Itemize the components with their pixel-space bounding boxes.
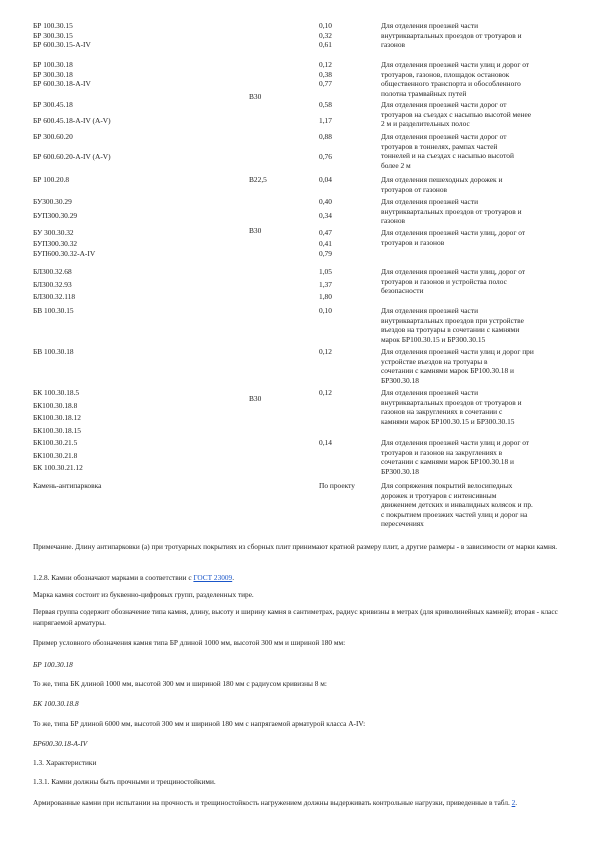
purpose-cell	[381, 347, 567, 385]
table-link[interactable]: 2	[511, 798, 516, 807]
code-cell	[33, 347, 243, 357]
stone-code: БУ 300.30.32	[33, 228, 74, 237]
purpose-line: камнями марок БР100.30.15 и БР300.30.15	[381, 416, 515, 426]
code-cell	[33, 388, 243, 435]
volume-cell	[319, 197, 332, 220]
example-code: БР 100.30.18	[33, 660, 73, 669]
volume-value: 0,41	[319, 238, 332, 248]
volume-value: 0,34	[319, 210, 332, 220]
volume-value: 0,76	[319, 151, 332, 161]
stone-code: БР 300.45.18	[33, 100, 73, 109]
purpose-line: 2 м и разделительных полос	[381, 119, 470, 129]
purpose-line: газонов	[381, 40, 406, 50]
volume-cell	[319, 60, 332, 89]
code-cell	[33, 438, 243, 473]
stone-code: БЛ300.32.93	[33, 279, 72, 289]
paragraph-text: .	[515, 798, 518, 807]
purpose-cell	[381, 481, 567, 529]
purpose-line: тротуаров в тоннелях, рампах частей	[381, 141, 498, 151]
purpose-cell	[381, 175, 567, 194]
purpose-line: сочетании с камнями марок БР100.30.18 и	[381, 366, 514, 376]
stone-code: БР 600.45.18-A-IV (A-V)	[33, 115, 111, 125]
purpose-line: устройстве въездов на тротуары в	[381, 356, 488, 366]
purpose-line: тротуаров и газонов	[381, 237, 445, 247]
purpose-line: тротуаров на съездах с насыпью высотой менее	[381, 109, 532, 119]
stone-code: БЛ300.32.118	[33, 292, 76, 302]
purpose-cell	[381, 306, 567, 344]
purpose-line: с покрытием проезжих частей улиц и дорог на	[381, 509, 528, 519]
code-cell	[33, 197, 243, 220]
stone-code: БВ 100.30.15	[33, 306, 74, 315]
stone-code: БР 300.30.15	[33, 30, 73, 40]
paragraph-text: 1.2.8. Камни обозначают марками в соответствии с	[33, 573, 194, 582]
example-code: БР600.30.18-A-IV	[33, 739, 88, 748]
purpose-line: Для отделения проезжей части улиц и дорог от	[381, 438, 530, 447]
purpose-line: тротуаров и газонов на закруглениях в	[381, 447, 503, 457]
purpose-line: тротуаров, газонов, площадок остановок	[381, 69, 510, 79]
volume-value: 0,77	[319, 79, 332, 89]
volume-value: 0,32	[319, 30, 332, 40]
purpose-line: внутриквартальных проездов от тротуаров и	[381, 206, 522, 216]
purpose-line: Для отделения пешеходных дорожек и	[381, 175, 503, 184]
purpose-cell	[381, 438, 567, 476]
purpose-cell	[381, 267, 567, 296]
volume-value: 0,58	[319, 100, 332, 109]
purpose-line: газонов	[381, 216, 406, 226]
stone-code: Камень-антипарковка	[33, 481, 102, 490]
purpose-line: тротуаров и газонов и устройства полос	[381, 276, 507, 286]
volume-value: 0,04	[319, 175, 332, 184]
purpose-line: газонов на закруглениях в сочетании с	[381, 407, 503, 417]
stone-code: БР 100.20.8	[33, 175, 70, 184]
stone-code: БК100.30.18.12	[33, 413, 81, 423]
paragraph: 1.3.1. Камни должны быть прочными и трещиностойкими.	[33, 777, 216, 786]
purpose-line: Для отделения проезжей части улиц, дорог от	[381, 267, 526, 276]
code-cell	[33, 267, 243, 302]
purpose-line: внутриквартальных проездов при устройстве	[381, 315, 524, 325]
code-cell	[33, 175, 243, 185]
stone-code: БР 600.30.18-A-IV	[33, 79, 91, 89]
purpose-line: дорожек и тротуаров с интенсивным	[381, 490, 497, 500]
volume-value: 0,61	[319, 40, 332, 50]
stone-code: БК100.30.21.5	[33, 438, 78, 447]
gost-link[interactable]: ГОСТ 23009	[193, 573, 233, 582]
purpose-line: Для сопряжения покрытий велосипедных	[381, 481, 513, 490]
volume-cell	[319, 306, 332, 316]
volume-cell	[319, 100, 332, 125]
code-cell	[33, 306, 243, 316]
volume-value: 0,38	[319, 69, 332, 79]
code-cell	[33, 132, 243, 161]
stone-code: БВ 100.30.18	[33, 347, 74, 356]
volume-value: 0,79	[319, 249, 332, 259]
volume-value: 0,40	[319, 197, 332, 206]
volume-value: 0,88	[319, 132, 332, 141]
volume-cell	[319, 21, 332, 50]
volume-cell	[319, 132, 332, 161]
volume-cell	[319, 175, 332, 185]
volume-value: 0,10	[319, 21, 332, 30]
purpose-line: движением детских и инвалидных колясок и пр.	[381, 500, 533, 510]
stone-code: БУ300.30.29	[33, 197, 72, 206]
volume-value: По проекту	[319, 481, 355, 490]
paragraph: То же, типа БР длиной 6000 мм, высотой 300 мм и шириной 180 мм с напрягаемой арматурой класса A-IV:	[33, 719, 366, 728]
volume-value: 0,12	[319, 347, 332, 356]
code-cell	[33, 100, 243, 125]
paragraph-1-2-8	[33, 572, 563, 583]
paragraph	[33, 797, 563, 808]
volume-cell	[319, 228, 332, 259]
paragraph: Марка камня состоит из буквенно-цифровых групп, разделенных тире.	[33, 590, 254, 599]
stone-code: БУП300.30.32	[33, 238, 78, 248]
note-paragraph: Примечание. Длину антипарковки (а) при тротуарных покрытиях из сборных плит принимают кратной размеру плит, а другие размеры - в зависимости от марки камня.	[33, 542, 558, 551]
stone-code: БУП300.30.29	[33, 210, 78, 220]
purpose-line: внутриквартальных проездов от тротуаров и	[381, 30, 522, 40]
paragraph: Первая группа содержит обозначение типа камня, длину, высоту и ширину камня в сантиметрах, радиус кривизны в метрах (для криволинейных камней); вторая - класс напрягаемой арматуры.	[33, 607, 558, 627]
stone-code: БУП600.30.32-A-IV	[33, 249, 96, 259]
volume-cell	[319, 481, 355, 491]
volume-value: 0,14	[319, 438, 332, 447]
volume-value: 1,05	[319, 267, 332, 276]
purpose-line: марок БР100.30.15 и БР300.30.15	[381, 334, 486, 344]
purpose-line: тротуаров от газонов	[381, 184, 448, 194]
volume-cell	[319, 438, 332, 448]
code-cell	[33, 228, 243, 259]
purpose-line: въездов на тротуары в сочетании с камнями	[381, 325, 520, 335]
purpose-line: Для отделения проезжей части	[381, 21, 479, 30]
volume-value: 1,80	[319, 292, 332, 302]
purpose-line: Для отделения проезжей части	[381, 306, 479, 315]
paragraph: Пример условного обозначения камня типа БР длиной 1000 мм, высотой 300 мм и шириной 180 мм:	[33, 638, 346, 647]
section-heading: 1.3. Характеристики	[33, 758, 97, 767]
document-page: БР 100.30.15 БР 300.30.15 БР 600.30.15-A-IV 0,10 0,32 0,61 Для отделения проезжей части внутриквартальных проездов от тротуаров и газонов БР 100.30.18 БР 300.30.18 БР 600.30.18-A-IV 0,12 0,38 0,77 Для отделения проезжей части улиц и дорог от тротуаров, газонов, площадок остановок общественного транспорта и обособленного полотна трамвайных путей БР 300.45.18 БР 600.45.18-A-IV (A-V) 0,58 1,17 Для отделения проезжей части дорог от тротуаров на съездах с насыпью высотой менее 2 м и разделительных полос БР 300.60.20 БР 600.60.20-A-IV (A-V) 0,88 0,76 Для отделения проезжей части дорог от тротуаров в тоннелях, рампах частей тоннелей и на съездах с насыпью высотой более 2 м БР 100.20.8 0,04 Для отделения пешеходных дорожек и тротуаров от газонов БУ300.30.29 БУП300.30.29 0,40 0,34 Для отделения проезжей части внутриквартальных проездов от тротуаров и газонов БУ 300.30.32 БУП300.30.32 БУП600.30.32-A-IV 0,47 0,41 0,79 Для отделения проезжей части улиц, дорог от тротуаров и газонов БЛ300.32.68 БЛ300.32.93 БЛ300.32.118 1,05 1,37 1,80 Для отделения проезжей части улиц, дорог от тротуаров и газонов и устройства полос безопасности БВ 100.30.15 0,10 Для отделения проезжей части внутриквартальных проездов при устройстве въездов на тротуары в сочетании с камнями марок БР100.30.15 и БР300.30.15 БВ 100.30.18 0,12 Для отделения проезжей части улиц и дорог при устройстве въездов на тротуары в сочетании с камнями марок БР100.30.18 и БР300.30.18 БК 100.30.18.5 БК100.30.18.8 БК100.30.18.12 БК100.30.18.15 0,12 Для отделения проезжей части внутриквартальных проездов от тротуаров и газонов на закруглениях в сочетании с камнями марок БР100.30.15 и БР300.30.15 БК100.30.21.5 БК100.30.21.8 БК 100.30.21.12 0,14 Для отделения проезжей части улиц и дорог от тротуаров и газонов на закруглениях в сочетании с камнями марок БР100.30.18 и БР300.30.18 Камень-антипарковка По проекту Для сопряжения покрытий велосипедных дорожек и тротуаров с интенсивным движением детских и инвалидных колясок и пр. с покрытием проезжих частей улиц и дорог на пересечениях В30 В22,5 В30 В30 Примечание. Длину антипарковки (а) при тротуарных покрытиях из сборных плит принимают кратной размеру плит, а другие размеры - в зависимости от марки камня. 1.2.8. Камни обозначают марками в соответствии с ГОСТ 23009. Марка камня состоит из буквенно-цифровых групп, разделенных тире. Первая группа содержит обозначение типа камня, длину, высоту и ширину камня в сантиметрах, радиус кривизны в метрах (для криволинейных камней); вторая - класс напрягаемой арматуры. Пример условного обозначения камня типа БР длиной 1000 мм, высотой 300 мм и шириной 180 мм: БР 100.30.18 То же, типа БК длиной 1000 мм, высотой 300 мм и шириной 180 мм с радиусом кривизны 8 м: БК 100.30.18.8 То же, типа БР длиной 6000 мм, высотой 300 мм и шириной 180 мм с напрягаемой арматурой класса A-IV: БР600.30.18-A-IV 1.3. Характеристики 1.3.1. Камни должны быть прочными и трещиностойкими. Армированные камни при испытании на прочность и трещиностойкость нагружением должны выдерживать контрольные нагрузки, приведенные в табл. 2.	[0, 0, 595, 842]
volume-value: 1,17	[319, 115, 332, 125]
purpose-cell	[381, 228, 567, 247]
purpose-line: безопасности	[381, 286, 424, 296]
volume-value: 0,47	[319, 228, 332, 237]
purpose-line: Для отделения проезжей части улиц и дорог при	[381, 347, 534, 356]
code-cell	[33, 21, 243, 50]
stone-code: БК 100.30.21.12	[33, 463, 83, 473]
volume-cell	[319, 267, 332, 302]
purpose-line: Для отделения проезжей части	[381, 388, 479, 397]
stone-code: БК100.30.18.15	[33, 425, 81, 435]
purpose-line: пересечениях	[381, 519, 424, 529]
purpose-line: Для отделения проезжей части дорог от	[381, 132, 507, 141]
paragraph: То же, типа БК длиной 1000 мм, высотой 300 мм и шириной 180 мм с радиусом кривизны 8 м:	[33, 679, 327, 688]
purpose-cell	[381, 21, 567, 50]
purpose-line: Для отделения проезжей части	[381, 197, 479, 206]
purpose-line: Для отделения проезжей части дорог от	[381, 100, 507, 109]
stone-code: БР 100.30.15	[33, 21, 73, 30]
paragraph-text: .	[232, 573, 235, 582]
code-cell	[33, 481, 243, 491]
stone-code: БЛ300.32.68	[33, 267, 72, 276]
purpose-cell	[381, 388, 567, 426]
purpose-cell	[381, 100, 567, 129]
stone-code: БР 600.30.15-A-IV	[33, 40, 91, 50]
volume-value: 0,12	[319, 60, 332, 69]
purpose-line: общественного транспорта и обособленного	[381, 79, 521, 89]
volume-value: 0,12	[319, 388, 332, 397]
purpose-line: БР300.30.18	[381, 375, 419, 385]
code-cell	[33, 60, 243, 89]
purpose-line: сочетании с камнями марок БР100.30.18 и	[381, 457, 514, 467]
volume-cell	[319, 347, 332, 357]
volume-value: 0,10	[319, 306, 332, 315]
purpose-line: Для отделения проезжей части улиц, дорог от	[381, 228, 526, 237]
stone-code: БР 100.30.18	[33, 60, 73, 69]
purpose-cell	[381, 60, 567, 98]
stone-code: БК100.30.18.8	[33, 400, 78, 410]
purpose-line: внутриквартальных проездов от тротуаров и	[381, 397, 522, 407]
volume-cell	[319, 388, 332, 398]
volume-value: 1,37	[319, 279, 332, 289]
purpose-cell	[381, 132, 567, 170]
stone-code: БК 100.30.18.5	[33, 388, 80, 397]
purpose-line: тоннелей и на съездах с насыпью высотой	[381, 151, 514, 161]
stone-code: БР 300.30.18	[33, 69, 73, 79]
stone-code: БР 300.60.20	[33, 132, 73, 141]
purpose-line: полотна трамвайных путей	[381, 88, 467, 98]
example-code: БК 100.30.18.8	[33, 699, 79, 708]
purpose-cell	[381, 197, 567, 226]
stone-code: БК100.30.21.8	[33, 450, 78, 460]
purpose-line: Для отделения проезжей части улиц и дорог от	[381, 60, 530, 69]
purpose-line: БР300.30.18	[381, 466, 419, 476]
stone-code: БР 600.60.20-A-IV (A-V)	[33, 151, 111, 161]
paragraph-text: Армированные камни при испытании на прочность и трещиностойкость нагружением должны выдерживать контрольные нагрузки, приведенные в табл.	[33, 798, 512, 807]
purpose-line: более 2 м	[381, 160, 411, 170]
